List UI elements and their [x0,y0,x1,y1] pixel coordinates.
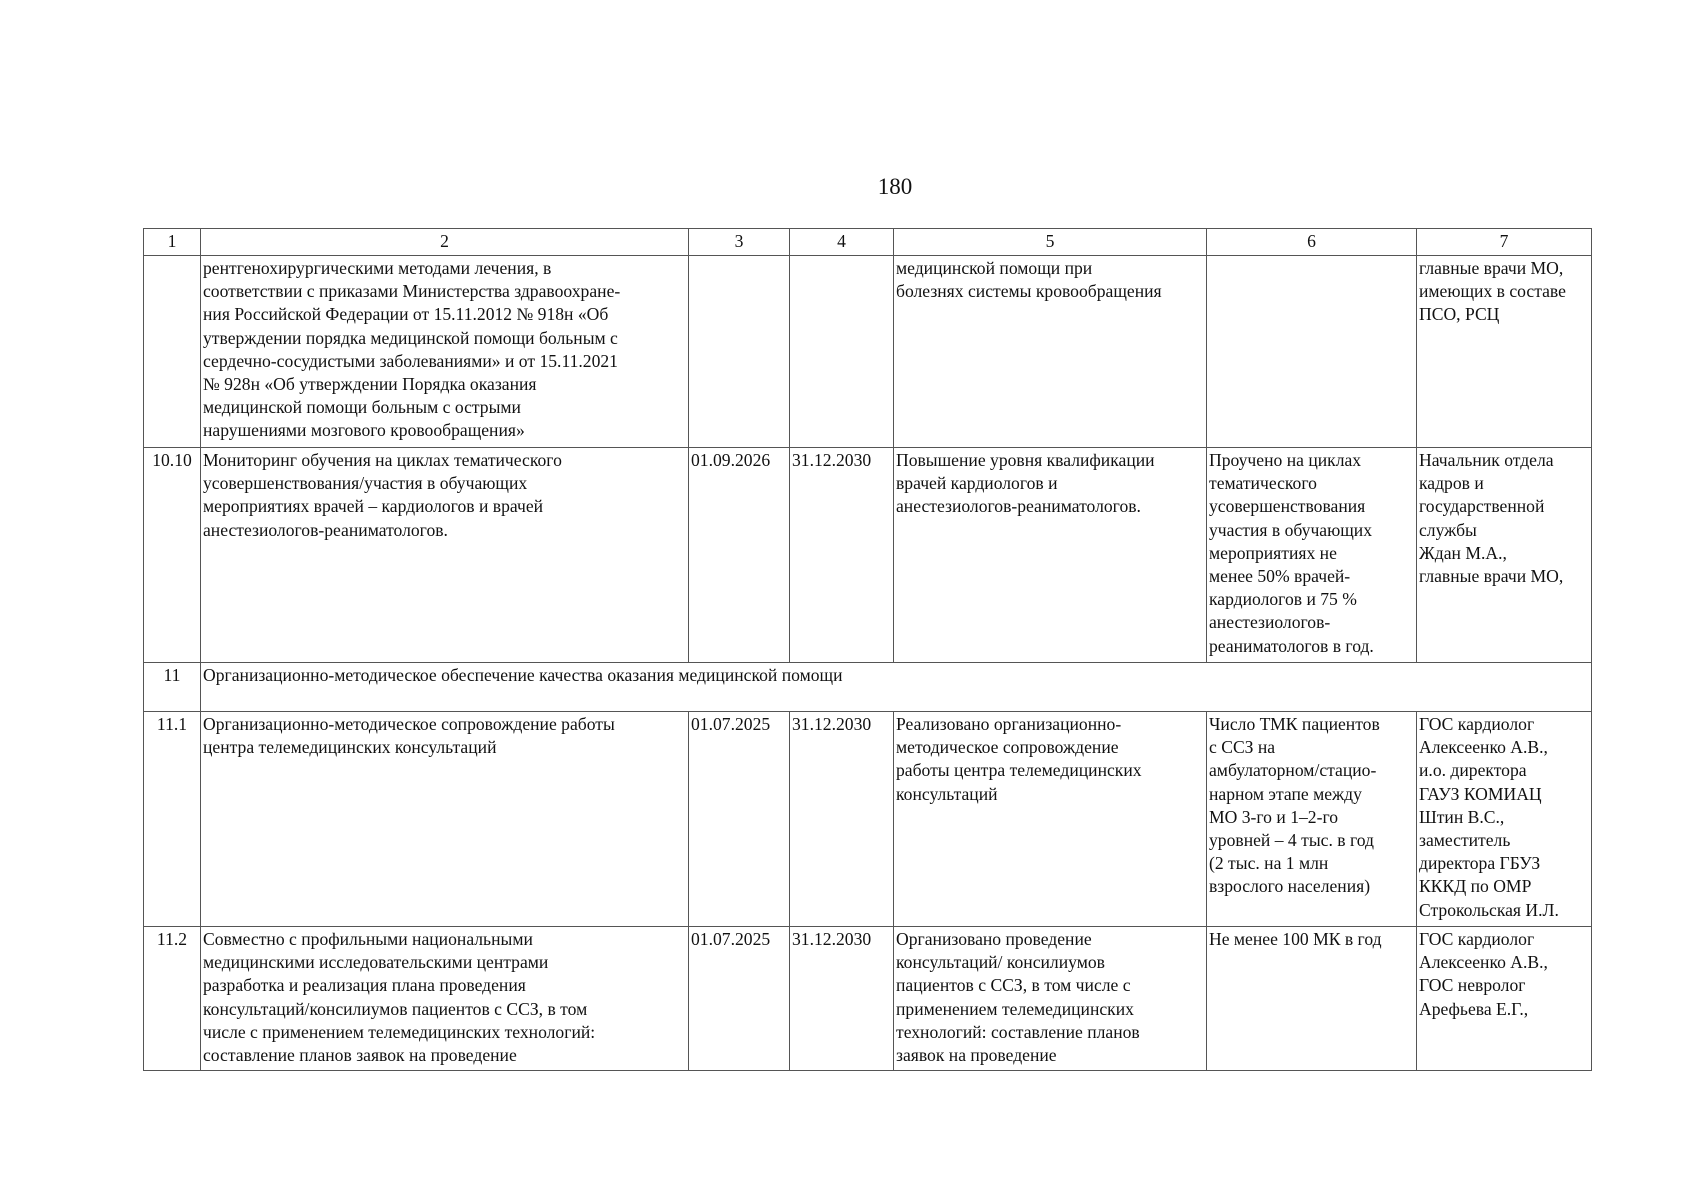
column-header: 7 [1417,229,1592,256]
cell-text-line: ГОС кардиолог [1419,929,1535,949]
indicator-cell [1207,448,1417,663]
cell-text-line: менее 50% врачей- [1209,566,1351,587]
cell-text-line: уровней – 4 тыс. в год [1209,830,1374,851]
cell-text-line: имеющих в составе [1419,281,1566,302]
cell-text-line: составление планов заявок на проведение [203,1045,517,1066]
activity-cell [201,448,689,663]
page-number: 180 [877,174,913,199]
cell-text-line: Повышение уровня квалификации [896,450,1155,470]
end-date-cell [790,712,894,927]
cell-text-line: заявок на проведение [896,1045,1057,1066]
column-header: 6 [1207,229,1417,256]
cell-text-line: ГАУЗ КОМИАЦ [1419,783,1542,804]
cell-text-line: методическое сопровождение [896,737,1119,758]
cell-text-line: Ждан М.А., [1419,542,1507,563]
cell-text-line: ПСО, РСЦ [1419,304,1500,325]
start-date-cell [689,448,790,663]
cell-text-line: 11.1 [156,714,188,734]
table-row [144,448,1592,663]
column-header: 3 [689,229,790,256]
result-cell [894,256,1207,448]
cell-text-line: и.о. директора [1419,760,1527,781]
cell-text-line: кардиологов и 75 % [1209,589,1357,610]
cell-text-line: КККД по ОМР [1419,876,1532,897]
responsible-cell [1417,712,1592,927]
item-number-cell [144,712,201,927]
responsible-cell [1417,256,1592,448]
cell-text-line: технологий: составление планов [896,1021,1140,1042]
cell-text-line: болезнях системы кровообращения [896,281,1162,302]
activity-cell [201,256,689,448]
cell-text-line: директора ГБУЗ [1419,853,1541,874]
section-title-cell: Организационно-методическое обеспечение качества оказания медицинской помощи [201,663,1592,712]
result-cell [894,712,1207,927]
cell-text-line: 01.07.2025 [691,714,771,734]
table-row [144,712,1592,927]
item-number-cell [144,448,201,663]
cell-text-line: участия в обучающих [1209,519,1372,540]
action-plan-table [143,228,1592,1071]
start-date-cell [689,256,790,448]
cell-text-line: сердечно-сосудистыми заболеваниями» и от 15.11.2021 [203,350,618,371]
cell-text-line: анестезиологов-реаниматологов. [203,519,448,540]
section-number-cell: 11 [144,663,201,712]
responsible-cell [1417,927,1592,1071]
cell-text-line: анестезиологов-реаниматологов. [896,496,1141,517]
cell-text-line: разработка и реализация плана проведения [203,975,526,996]
indicator-cell [1207,927,1417,1071]
column-header: 1 [144,229,201,256]
start-date-cell [689,712,790,927]
cell-text-line: 11.2 [156,929,188,949]
cell-text-line: консультаций/консилиумов пациентов с ССЗ, в том [203,998,588,1019]
cell-text-line: рентгенохирургическими методами лечения, в [203,258,552,278]
cell-text-line: Проучено на циклах [1209,450,1362,470]
cell-text-line: взрослого населения) [1209,876,1371,897]
column-header: 2 [201,229,689,256]
cell-text-line: Мониторинг обучения на циклах тематического [203,450,562,470]
cell-text-line: анестезиологов- [1209,612,1331,633]
header-row [144,229,1592,256]
cell-text-line: консультаций/ консилиумов [896,952,1105,973]
cell-text-line: врачей кардиологов и [896,473,1058,494]
cell-text-line: главные врачи МО, [1419,258,1564,278]
indicator-cell [1207,712,1417,927]
cell-text-line: числе с применением телемедицинских технологий: [203,1021,596,1042]
cell-text-line: мероприятиях врачей – кардиологов и врачей [203,496,544,517]
cell-text-line: работы центра телемедицинских [896,760,1142,781]
cell-text-line: Не менее 100 МК в год [1209,929,1382,949]
table-row [144,927,1592,1071]
cell-text-line: Начальник отдела [1419,450,1554,470]
cell-text-line: Строкольская И.Л. [1419,899,1559,920]
cell-text-line: заместитель [1419,830,1511,851]
cell-text-line: утверждении порядка медицинской помощи больным с [203,327,618,348]
cell-text-line: 31.12.2030 [792,929,872,949]
cell-text-line: Организационно-методическое сопровождение работы [203,714,615,734]
cell-text-line: (2 тыс. на 1 млн [1209,853,1329,874]
cell-text-line: Штин В.С., [1419,806,1505,827]
cell-text-line: службы [1419,519,1477,540]
cell-text-line: ГОС невролог [1419,975,1526,996]
result-cell [894,927,1207,1071]
start-date-cell [689,927,790,1071]
cell-text-line: нарушениями мозгового кровообращения» [203,420,525,441]
end-date-cell [790,927,894,1071]
cell-text-line: МО 3-го и 1–2-го [1209,806,1339,827]
cell-text-line: кадров и [1419,473,1484,494]
table-row [144,256,1592,448]
responsible-cell [1417,448,1592,663]
end-date-cell [790,256,894,448]
cell-text-line: ГОС кардиолог [1419,714,1535,734]
cell-text-line: Организовано проведение [896,929,1092,949]
indicator-cell [1207,256,1417,448]
cell-text-line: амбулаторном/стацио- [1209,760,1377,781]
cell-text-line: нарном этапе между [1209,783,1362,804]
cell-text-line: Совместно с профильными национальными [203,929,533,949]
cell-text-line: медицинскими исследовательскими центрами [203,952,549,973]
cell-text-line: с ССЗ на [1209,737,1276,758]
cell-text-line: медицинской помощи больным с острыми [203,397,521,418]
activity-cell [201,712,689,927]
cell-text-line: Число ТМК пациентов [1209,714,1380,734]
cell-text-line: мероприятиях не [1209,542,1337,563]
result-cell [894,448,1207,663]
cell-text-line: ния Российской Федерации от 15.11.2012 № 918н «Об [203,304,609,325]
item-number-cell [144,927,201,1071]
section-row [144,663,1592,712]
cell-text-line: № 928н «Об утверждении Порядка оказания [203,374,537,395]
cell-text-line: центра телемедицинских консультаций [203,737,497,758]
cell-text-line: 31.12.2030 [792,450,872,470]
cell-text-line: Алексеенко А.В., [1419,952,1548,973]
cell-text-line: 31.12.2030 [792,714,872,734]
cell-text-line: усовершенствования/участия в обучающих [203,473,528,494]
cell-text-line: медицинской помощи при [896,258,1093,278]
cell-text-line: государственной [1419,496,1545,517]
cell-text-line: Алексеенко А.В., [1419,737,1548,758]
activity-cell [201,927,689,1071]
column-header: 5 [894,229,1207,256]
cell-text-line: тематического [1209,473,1317,494]
cell-text-line: усовершенствования [1209,496,1366,517]
cell-text-line: 01.09.2026 [691,450,771,470]
cell-text-line: применением телемедицинских [896,998,1134,1019]
cell-text-line: 10.10 [152,450,192,470]
cell-text-line: 01.07.2025 [691,929,771,949]
cell-text-line: реаниматологов в год. [1209,635,1374,656]
cell-text-line: Арефьева Е.Г., [1419,998,1529,1019]
cell-text-line: пациентов с ССЗ, в том числе с [896,975,1131,996]
cell-text-line: консультаций [896,783,998,804]
cell-text-line: Реализовано организационно- [896,714,1122,734]
cell-text-line: главные врачи МО, [1419,566,1564,587]
column-header: 4 [790,229,894,256]
item-number-cell [144,256,201,448]
cell-text-line: соответствии с приказами Министерства здравоохране- [203,281,621,302]
end-date-cell [790,448,894,663]
